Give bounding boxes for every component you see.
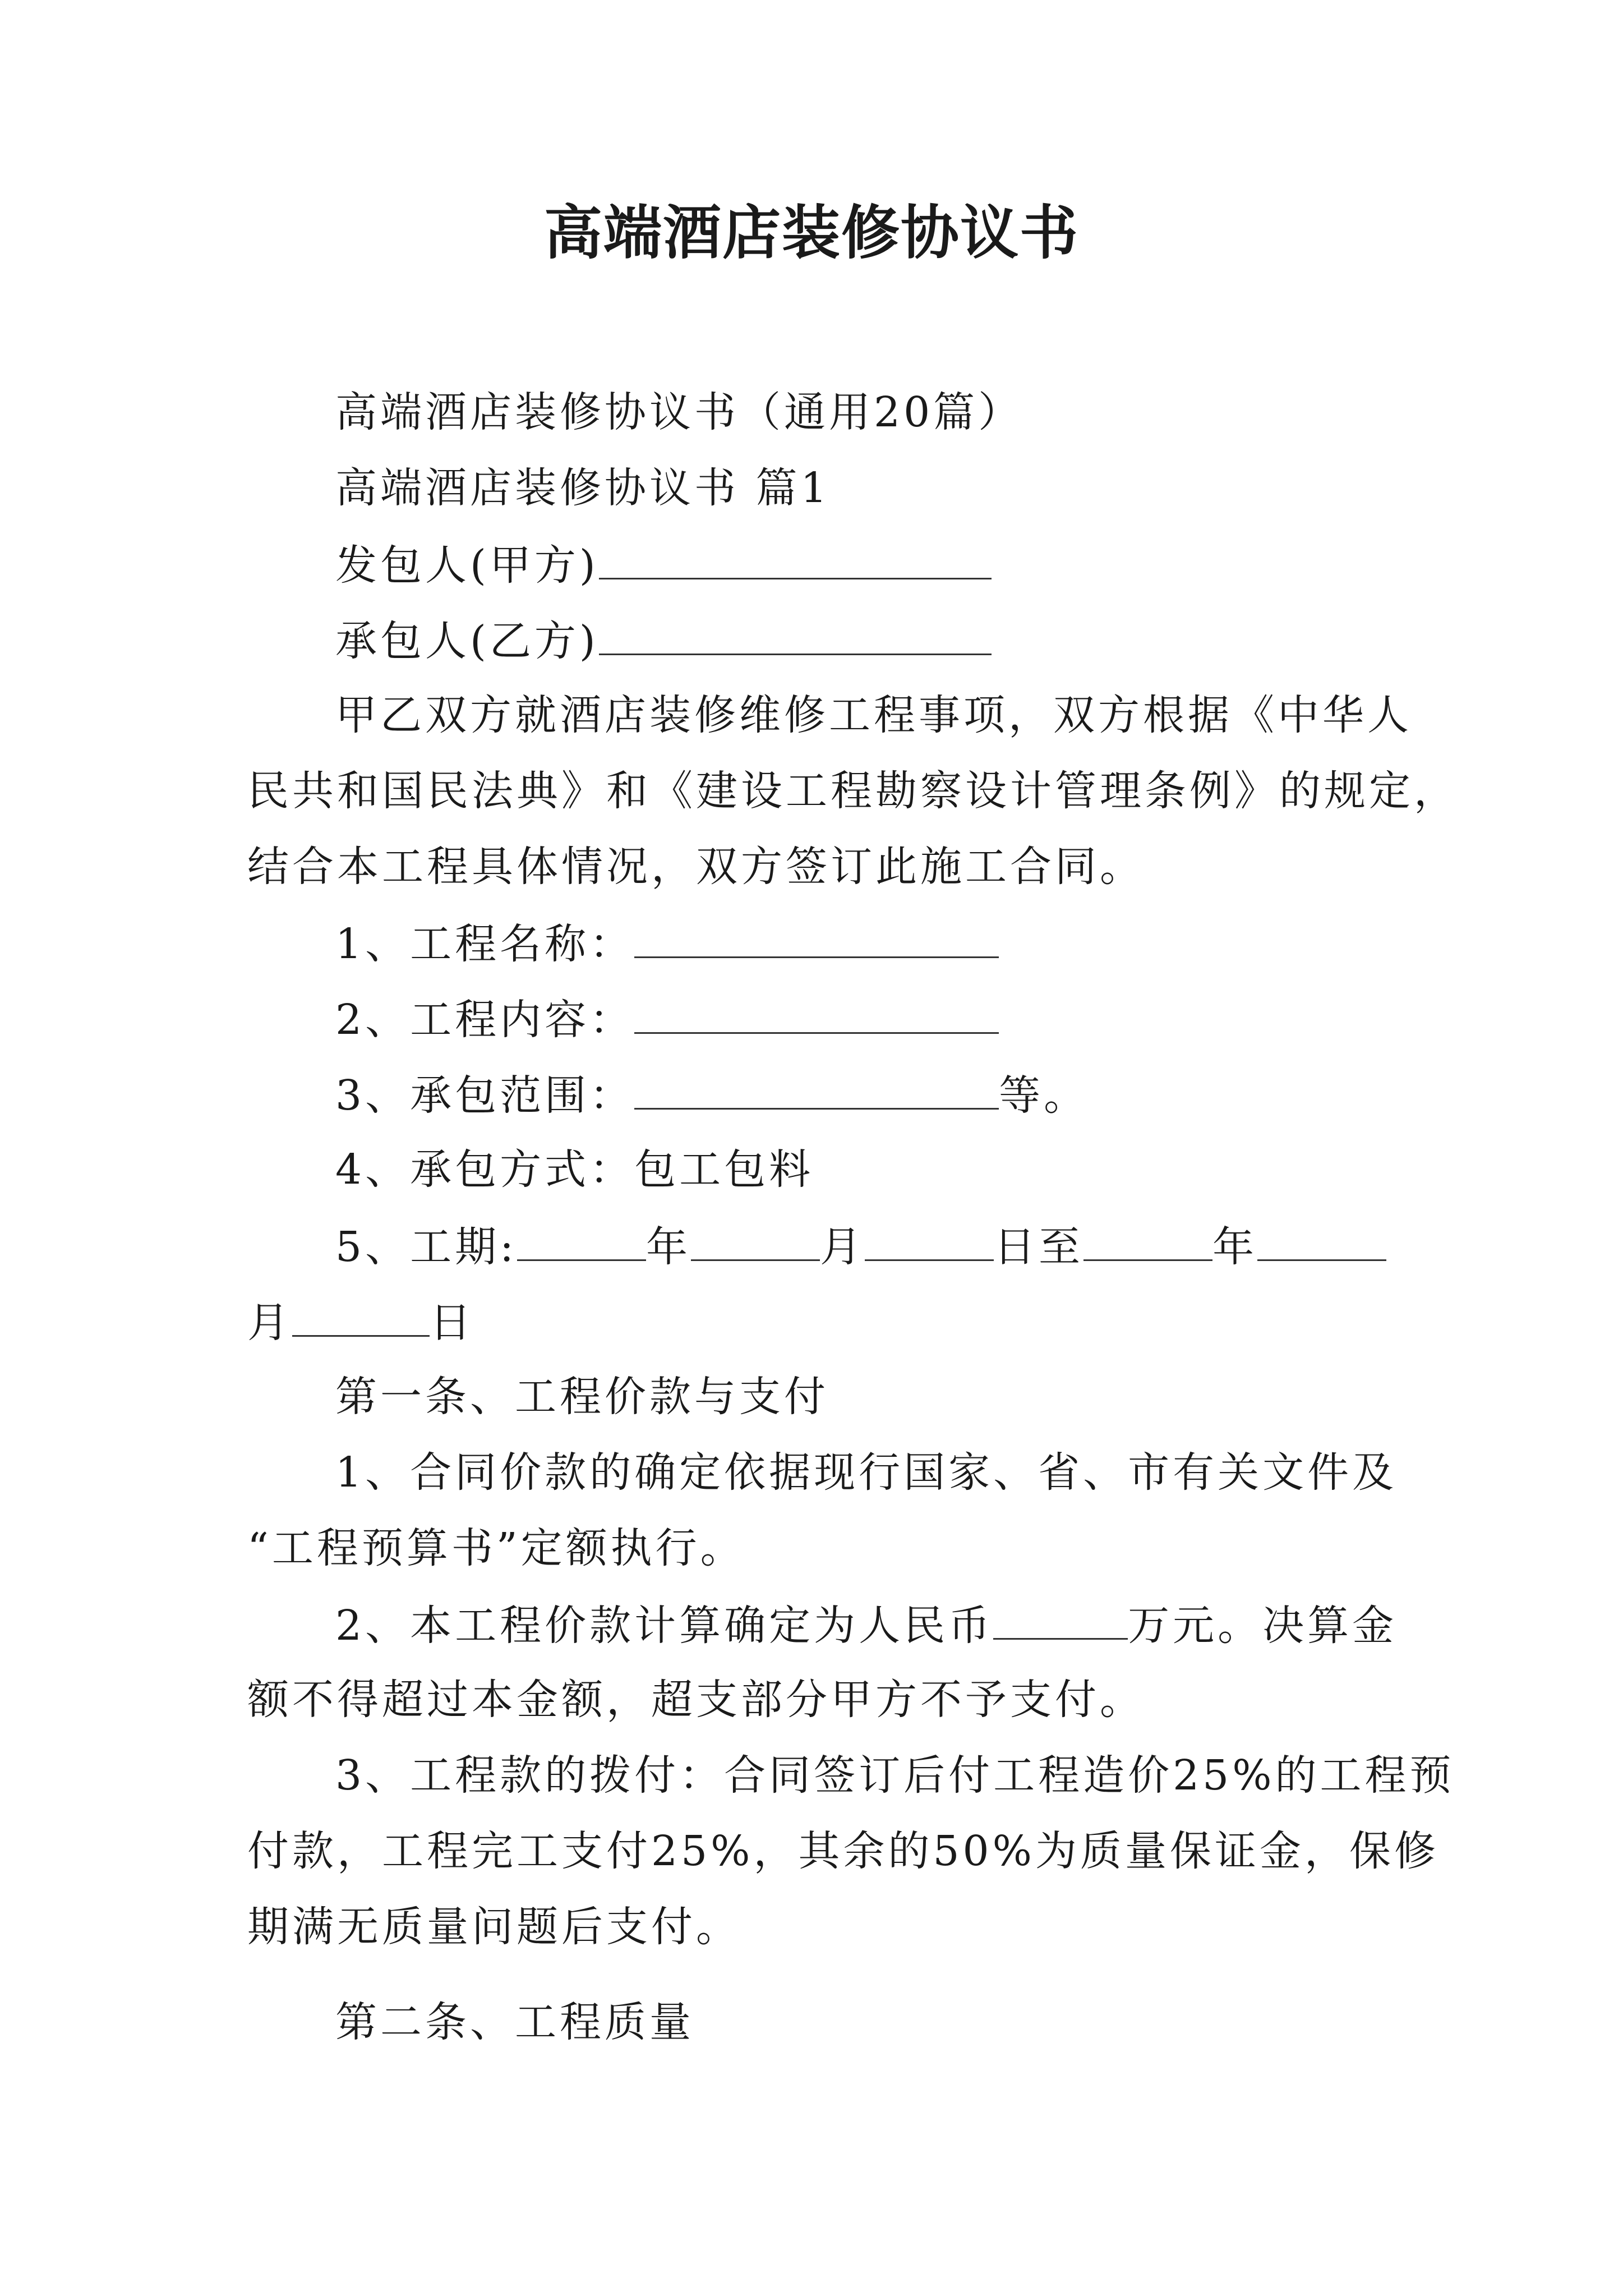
item-2-label: 2、工程内容： — [335, 996, 635, 1044]
start-day-blank — [865, 1214, 994, 1261]
start-month-unit: 月 — [820, 1223, 865, 1271]
a1-p3-line-2: 付款，工程完工支付25%，其余的50%为质量保证金，保修 — [247, 1827, 1439, 1875]
item-3-line — [335, 1063, 1089, 1126]
a1-p2-suffix: 万元。决算金 — [1128, 1602, 1398, 1650]
end-year-blank — [1083, 1214, 1212, 1261]
end-year-unit: 年 — [1212, 1223, 1258, 1271]
item-5-line-2 — [247, 1290, 474, 1354]
intro-line-2: 民共和国民法典》和《建设工程勘察设计管理条例》的规定， — [247, 767, 1459, 815]
end-month-blank — [1257, 1214, 1386, 1261]
article-1-heading: 第一条、工程价款与支付 — [335, 1373, 829, 1421]
item-1-blank — [634, 912, 999, 958]
item-3-label: 3、承包范围： — [335, 1071, 635, 1120]
item-3-suffix: 等。 — [999, 1071, 1089, 1120]
intro-line-1: 甲乙双方就酒店装修维修工程事项，双方根据《中华人 — [335, 691, 1412, 739]
start-year-blank — [517, 1214, 646, 1261]
article-2-heading: 第二条、工程质量 — [335, 1998, 694, 2046]
party-a-line — [335, 533, 992, 596]
a1-p1-line-1: 1、合同价款的确定依据现行国家、省、市有关文件及 — [335, 1448, 1398, 1497]
item-1-label: 1、工程名称： — [335, 920, 635, 968]
item-2-line — [335, 987, 999, 1051]
document-title: 高端酒店装修协议书 — [543, 198, 1079, 267]
item-5-line — [335, 1214, 1386, 1278]
a1-p3-line-1: 3、工程款的拨付：合同签订后付工程造价25%的工程预 — [335, 1751, 1455, 1800]
chapter-heading: 高端酒店装修协议书 篇1 — [335, 464, 831, 512]
intro-line-3: 结合本工程具体情况，双方签订此施工合同。 — [247, 843, 1145, 891]
end-day-blank — [292, 1290, 430, 1337]
a1-p2-prefix: 2、本工程价款计算确定为人民币 — [335, 1602, 994, 1650]
party-b-line — [335, 609, 992, 672]
end-day-unit: 日 — [430, 1299, 474, 1347]
start-day-unit: 日至 — [994, 1223, 1084, 1271]
start-month-blank — [691, 1214, 820, 1261]
end-month-unit: 月 — [247, 1299, 292, 1347]
item-2-blank — [634, 987, 999, 1034]
item-3-blank — [634, 1063, 999, 1110]
party-a-label: 发包人(甲方) — [335, 541, 599, 590]
party-b-blank — [599, 609, 992, 655]
subtitle: 高端酒店装修协议书（通用20篇） — [335, 388, 1023, 436]
a1-p1-line-2: “工程预算书”定额执行。 — [247, 1524, 745, 1572]
a1-p3-line-3: 期满无质量问题后支付。 — [247, 1903, 741, 1951]
item-4-line: 4、承包方式：包工包料 — [335, 1145, 814, 1194]
start-year-unit: 年 — [646, 1223, 691, 1271]
price-blank — [993, 1593, 1128, 1640]
item-5-label: 5、工期: — [335, 1223, 518, 1271]
a1-p2-line-2: 额不得超过本金额，超支部分甲方不予支付。 — [247, 1676, 1145, 1724]
a1-p2-line-1 — [335, 1593, 1397, 1657]
item-1-line — [335, 912, 999, 975]
party-b-label: 承包人(乙方) — [335, 617, 599, 665]
party-a-blank — [599, 533, 992, 579]
